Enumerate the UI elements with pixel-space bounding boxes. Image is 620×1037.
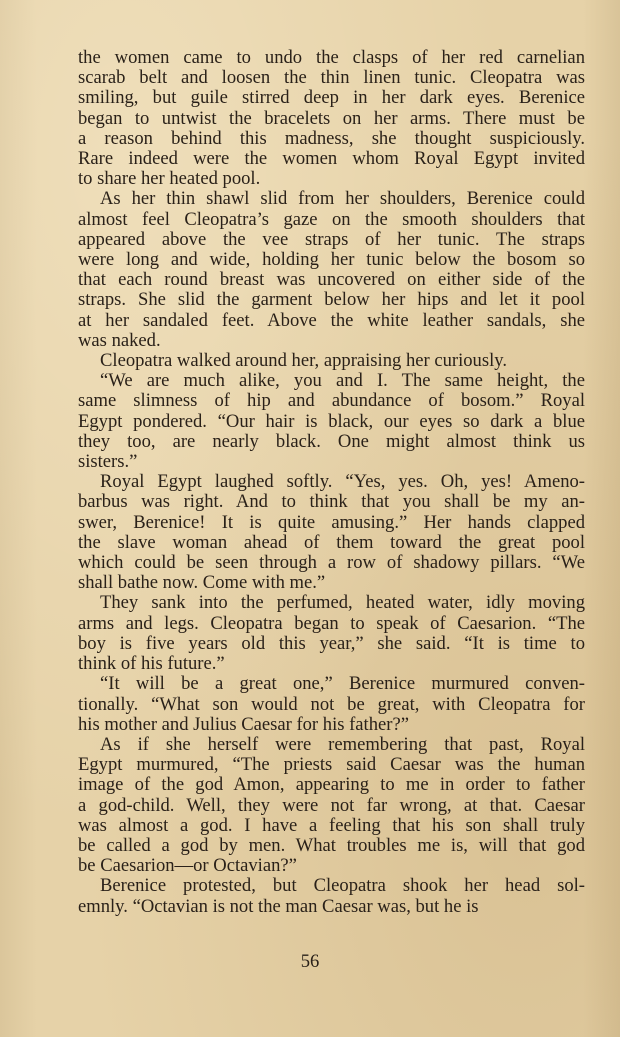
paragraph: [56, 189, 585, 351]
paragraph: [56, 876, 585, 916]
text-line: a reason behind this madness, she thought suspiciously.: [78, 128, 585, 149]
text-line: that each round breast was uncovered on either side of the: [78, 270, 585, 291]
text-line: shall bathe now. Come with me.”: [78, 573, 326, 594]
text-line: smiling, but guile stirred deep in her dark eyes. Berenice: [78, 88, 585, 109]
paragraph: [56, 48, 585, 189]
text-line: appeared above the vee straps of her tunic. The straps: [78, 229, 585, 250]
text-line: to share her heated pool.: [78, 169, 261, 190]
text-line: tionally. “What son would not be great, with Cleopatra for: [78, 694, 585, 715]
text-line: sisters.”: [78, 452, 138, 473]
text-line: be Caesarion—or Octavian?”: [78, 856, 297, 877]
text-line: were long and wide, holding her tunic below the bosom so: [78, 250, 585, 271]
paragraph: [56, 735, 585, 876]
text-line: image of the god Amon, appearing to me in order to father: [78, 775, 585, 796]
paragraph: [56, 371, 585, 472]
text-line: Berenice protested, but Cleopatra shook her head sol-: [100, 876, 585, 897]
text-line: almost feel Cleopatra’s gaze on the smooth shoulders that: [78, 209, 585, 230]
text-line: Cleopatra walked around her, appraising her curiously.: [100, 351, 507, 372]
text-line: swer, Berenice! It is quite amusing.” Her hands clapped: [78, 512, 585, 533]
text-line: be called a god by men. What troubles me is, will that god: [78, 835, 585, 856]
text-line: scarab belt and loosen the thin linen tunic. Cleopatra was: [78, 68, 585, 89]
text-line: was naked.: [78, 330, 161, 351]
paragraph: [56, 674, 585, 735]
text-line: “It will be a great one,” Berenice murmured conven-: [100, 674, 585, 695]
text-line: Rare indeed were the women whom Royal Egypt invited: [78, 149, 585, 170]
text-line: the women came to undo the clasps of her red carnelian: [78, 48, 585, 68]
text-line: Egypt murmured, “The priests said Caesar was the human: [78, 755, 585, 776]
text-line: arms and legs. Cleopatra began to speak of Caesarion. “The: [78, 613, 585, 634]
text-line: at her sandaled feet. Above the white leather sandals, she: [78, 310, 585, 331]
page-number: 56: [300, 951, 320, 972]
text-line: they too, are nearly black. One might almost think us: [78, 431, 585, 452]
text-line: boy is five years old this year,” she said. “It is time to: [78, 633, 585, 654]
text-line: same slimness of hip and abundance of bosom.” Royal: [78, 391, 585, 412]
text-line: Egypt pondered. “Our hair is black, our eyes so dark a blue: [78, 411, 585, 432]
text-line: was almost a god. I have a feeling that his son shall truly: [78, 815, 585, 836]
paragraph: [56, 593, 585, 674]
paragraph: [56, 351, 585, 371]
text-line: As her thin shawl slid from her shoulders, Berenice could: [100, 189, 585, 210]
text-line: “We are much alike, you and I. The same height, the: [100, 371, 585, 392]
text-line: which could be seen through a row of shadowy pillars. “We: [78, 553, 585, 574]
text-line: emnly. “Octavian is not the man Caesar was, but he is: [78, 896, 479, 917]
text-line: the slave woman ahead of them toward the great pool: [78, 532, 585, 553]
text-line: think of his future.”: [78, 654, 225, 675]
text-line: straps. She slid the garment below her hips and let it pool: [78, 290, 585, 311]
body-text: [56, 48, 585, 917]
text-line: began to untwist the bracelets on her arms. There must be: [78, 108, 585, 129]
text-line: his mother and Julius Caesar for his father?”: [78, 714, 409, 735]
text-line: a god-child. Well, they were not far wrong, at that. Caesar: [78, 795, 585, 816]
text-line: Royal Egypt laughed softly. “Yes, yes. Oh, yes! Ameno-: [100, 472, 585, 493]
text-line: They sank into the perfumed, heated water, idly moving: [100, 593, 585, 614]
text-line: barbus was right. And to think that you shall be my an-: [78, 492, 585, 513]
paragraph: [56, 472, 585, 593]
text-line: As if she herself were remembering that past, Royal: [100, 734, 585, 755]
